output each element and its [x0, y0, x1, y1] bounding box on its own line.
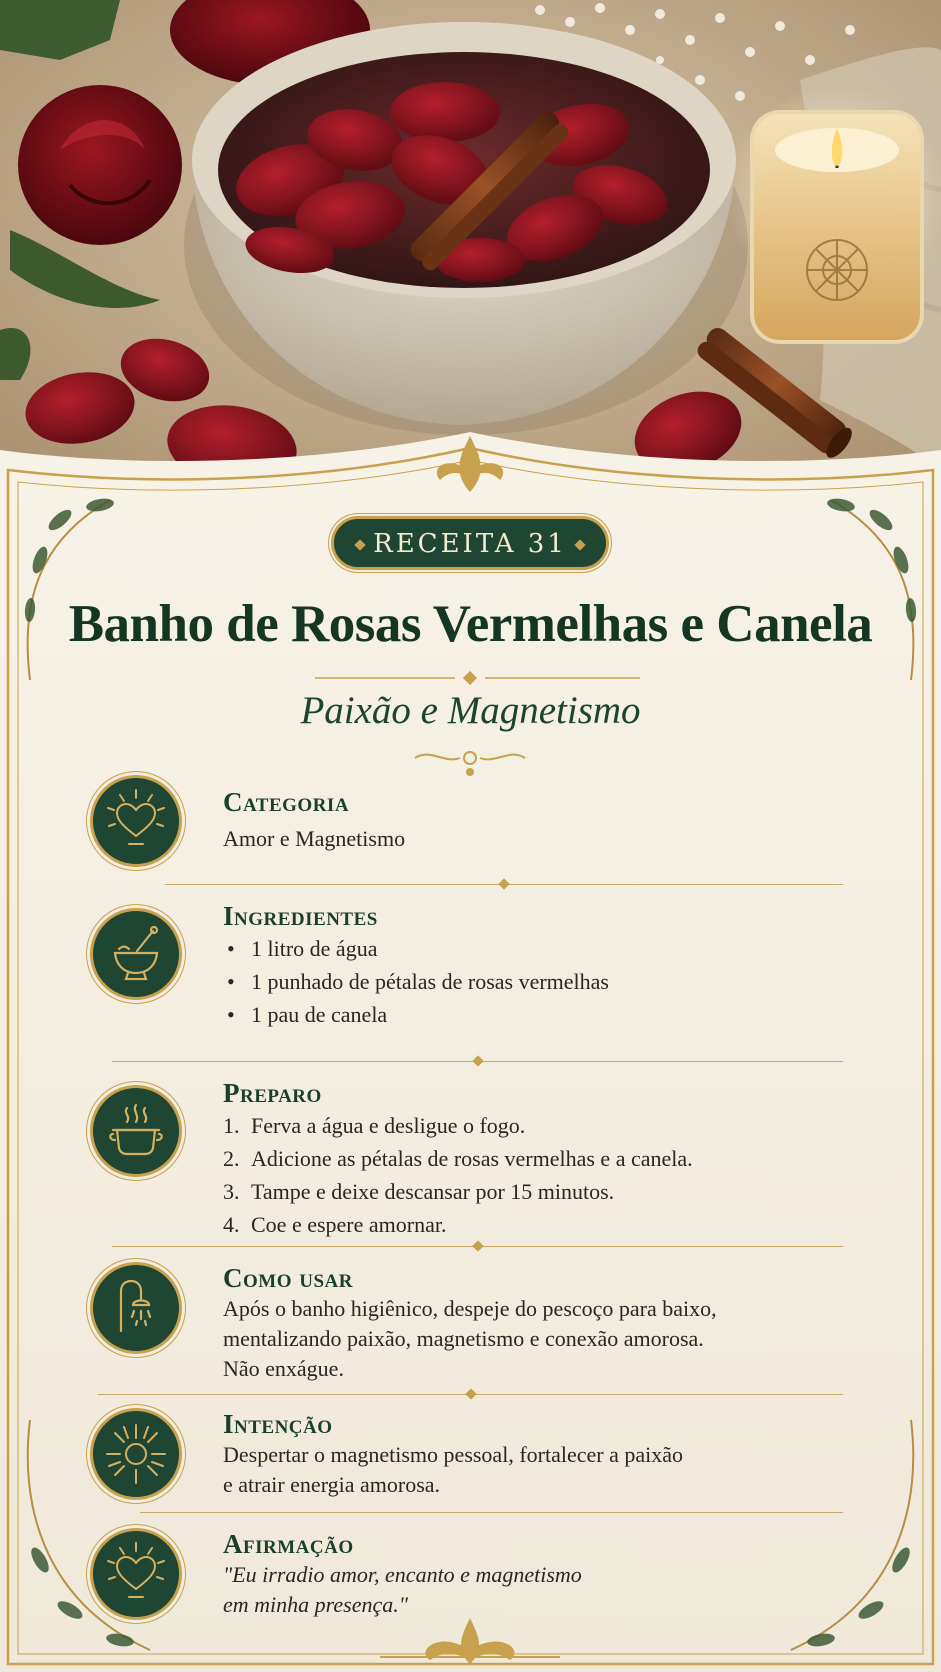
divider-4 [98, 1394, 843, 1395]
step-text: Coe e espere amornar. [251, 1212, 447, 1237]
heart-rays-icon [93, 778, 179, 864]
shower-icon [93, 1265, 179, 1351]
step-text: Ferva a água e desligue o fogo. [251, 1113, 526, 1138]
sun-icon [93, 1411, 179, 1497]
section-title-categoria: Categoria [223, 787, 350, 817]
intention-line: Despertar o magnetismo pessoal, fortalecer a paixão [223, 1442, 683, 1467]
categoria-value: Amor e Magnetismo [223, 826, 406, 851]
list-item: • 1 litro de água [227, 936, 378, 961]
list-item: • 1 punhado de pétalas de rosas vermelhas [227, 969, 609, 994]
section-como-usar [223, 1262, 863, 1384]
intention-line: e atrair energia amorosa. [223, 1472, 441, 1497]
section-categoria [223, 786, 863, 854]
list-item: 2. Adicione as pétalas de rosas vermelhas e a canela. [223, 1146, 693, 1171]
section-title-preparo: Preparo [223, 1078, 322, 1108]
category-icon-circle [90, 775, 182, 867]
section-ingredientes [223, 900, 863, 1031]
section-afirmacao [223, 1528, 863, 1620]
section-title-intencao: Intenção [223, 1409, 333, 1439]
heart-rays-icon [93, 1531, 179, 1617]
recipe-number-badge [331, 516, 609, 570]
usage-line: mentalizando paixão, magnetismo e conexão amorosa. [223, 1326, 704, 1351]
page-subtitle: Paixão e Magnetismo [300, 689, 641, 732]
affirmation-icon-circle [90, 1528, 182, 1620]
list-item: 4. Coe e espere amornar. [223, 1212, 447, 1237]
list-item: 1. Ferva a água e desligue o fogo. [223, 1113, 526, 1138]
cooking-pot-icon [93, 1088, 179, 1174]
ingredient-text: 1 pau de canela [251, 1002, 388, 1027]
step-text: Adicione as pétalas de rosas vermelhas e a canela. [251, 1146, 693, 1171]
section-preparo [223, 1077, 863, 1241]
ingredient-text: 1 punhado de pétalas de rosas vermelhas [251, 969, 609, 994]
ingredients-icon-circle [90, 908, 182, 1000]
intention-icon-circle [90, 1408, 182, 1500]
list-item: 3. Tampe e deixe descansar por 15 minutos. [223, 1179, 615, 1204]
mortar-pestle-icon [93, 911, 179, 997]
section-title-como-usar: Como usar [223, 1263, 353, 1293]
affirmation-line: em minha presença." [223, 1592, 408, 1617]
ingredient-text: 1 litro de água [251, 936, 378, 961]
list-item: • 1 pau de canela [227, 1002, 388, 1027]
badge-label: RECEITA 31 [373, 529, 567, 559]
usage-line: Não enxágue. [223, 1356, 344, 1381]
preparation-steps [223, 1109, 863, 1241]
preparation-icon-circle [90, 1085, 182, 1177]
divider-1 [165, 884, 843, 885]
usage-line: Após o banho higiênico, despeje do pescoço para baixo, [223, 1296, 717, 1321]
section-title-ingredientes: Ingredientes [223, 901, 378, 931]
section-title-afirmacao: Afirmação [223, 1529, 354, 1559]
divider-2 [112, 1061, 843, 1062]
usage-icon-circle [90, 1262, 182, 1354]
ingredients-list [223, 932, 863, 1031]
divider-5 [140, 1512, 843, 1513]
page-title: Banho de Rosas Vermelhas e Canela [68, 595, 873, 653]
divider-3 [112, 1246, 843, 1247]
step-text: Tampe e deixe descansar por 15 minutos. [251, 1179, 615, 1204]
section-intencao [223, 1408, 863, 1500]
affirmation-line: "Eu irradio amor, encanto e magnetismo [223, 1562, 582, 1587]
